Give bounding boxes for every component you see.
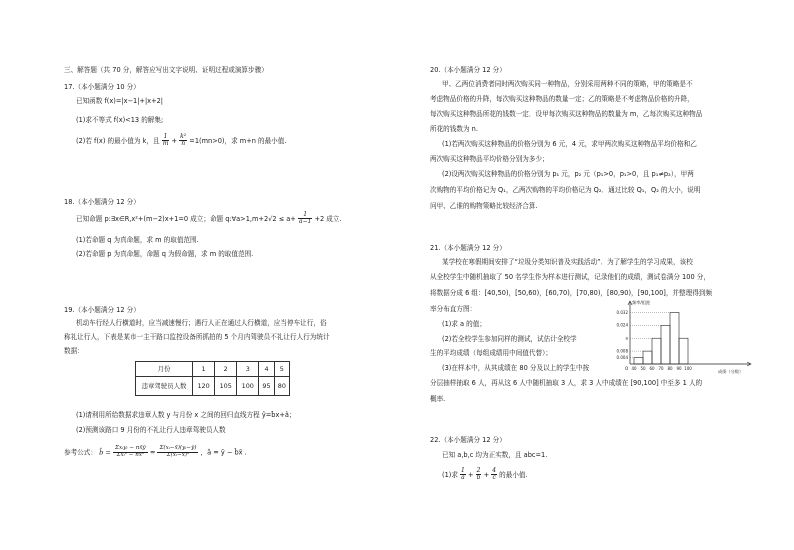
q21-part3c: 概率.	[430, 395, 446, 403]
q21-line4: 率分布直方图：	[430, 305, 477, 313]
q20-part1b: 两次购买这种物品平均价格分别为多少；	[430, 155, 549, 163]
section-header: 三、解答题（共 70 分，解答应写出文字说明、证明过程或演算步骤）	[64, 66, 268, 74]
q22-frac-2-den: b	[476, 474, 481, 482]
q17-part1: (1)求不等式 f(x)<13 的解集;	[76, 116, 164, 124]
q20-title: 20.（本小题满分 12 分）	[430, 66, 506, 74]
q20-line3: 每次购买这种物品所花的钱数一定．设甲每次购买这种物品的数量为 m，乙每次购买这种物品	[430, 110, 703, 118]
q20-part2c: 问甲、乙谁的购物策略比较经济合算.	[430, 202, 538, 210]
q19-count-5: 80	[274, 377, 289, 396]
q18-given-text-b: +2 成立.	[314, 214, 342, 223]
q19-table-row-count	[136, 377, 290, 396]
q19-month-1: 1	[193, 362, 215, 377]
q17-frac-1	[162, 134, 170, 148]
ref-eq: =	[149, 448, 156, 457]
x-tick-label: 90	[676, 366, 682, 371]
q20-line4: 所花的钱数为 n.	[430, 125, 478, 133]
q18-part1: (1)若命题 q 为真命题，求 m 的取值范围.	[76, 236, 199, 244]
y-tick-label: 0.032	[616, 309, 628, 315]
q17-frac-2-num: k²	[180, 133, 187, 140]
q19-table-count-label: 违章驾驶员人数	[136, 377, 193, 396]
q22-frac-2-num: 2	[476, 467, 481, 474]
q22-plus-1: +	[467, 470, 474, 479]
q19-count-3: 100	[237, 377, 259, 396]
frequency-histogram	[600, 298, 760, 380]
q17-frac-2-den: n	[181, 140, 186, 148]
y-tick-label: a	[625, 335, 628, 341]
q19-line2: 称礼让行人，下表是某市一主干路口监控设备所抓拍的 5 个月内驾驶员不礼让行人行为统计	[64, 333, 330, 341]
right-column	[400, 0, 794, 550]
q22-frac-1-den: a	[461, 474, 465, 482]
q21-part2a: (2)若全校学生参加同样的测试，试估计全校学	[442, 335, 577, 343]
q19-month-2: 2	[215, 362, 237, 377]
q17-frac-1-num: 1	[163, 133, 168, 140]
q21-line2: 从全校学生中随机抽取了 50 名学生作为样本进行测试，记录他们的成绩，测试卷满分 100 分，	[430, 273, 710, 281]
x-axis-label: 成绩（分数）	[718, 369, 744, 374]
q21-part3b: 分层抽样抽取 6 人，再从这 6 人中随机抽取 3 人，求 3 人中成绩在 [90,100] 中至多 1 人的	[430, 379, 703, 387]
q19-reference-formula	[64, 446, 247, 459]
q20-part1: (1)若两次购买这种物品的价格分别为 6 元，4 元，求甲两次购买这种物品平均价格和乙	[442, 140, 697, 148]
ref-b: b̂ =	[99, 448, 111, 457]
q19-count-1: 120	[193, 377, 215, 396]
y-tick-label: 0.024	[616, 322, 628, 328]
ref-frac-1-den: Σxᵢ² − nx̄²	[116, 451, 145, 458]
origin-label: O	[625, 366, 629, 371]
q19-month-5: 5	[274, 362, 289, 377]
q18-title: 18.（本小题满分 12 分）	[64, 198, 140, 206]
q18-given	[76, 212, 342, 226]
q17-part2-text-a: (2)若 f(x) 的最小值为 k，且	[76, 136, 160, 145]
q19-month-4: 4	[259, 362, 274, 377]
q21-line3: 将数据分成 6 组：[40,50)，[50,60)，[60,70)，[70,80)，[80,90)，[90,100]，并整理得到频	[430, 289, 712, 297]
x-tick-label: 60	[649, 366, 655, 371]
q21-line1: 某学校在寒假期间安排了“垃圾分类知识普及实践活动”．为了解学生的学习成果，该校	[442, 258, 693, 266]
q22-frac-3	[491, 468, 497, 482]
q22-title: 22.（本小题满分 12 分）	[430, 436, 506, 444]
q21-part3a: (3)在样本中，从其成绩在 80 分及以上的学生中按	[442, 364, 590, 372]
q18-given-text-a: 已知命题 p:∃x∈R,x²+(m−2)x+1=0 成立；命题 q:∀a>1,m+2√2 ≤ a+	[76, 214, 296, 223]
q22-frac-1	[460, 468, 466, 482]
ref-frac-1-num: Σxᵢyᵢ − nx̄ȳ	[115, 445, 146, 451]
q18-frac	[298, 212, 312, 226]
q19-month-3: 3	[237, 362, 259, 377]
q19-data-table	[135, 361, 290, 396]
q19-part2: (2)预测该路口 9 月份的不礼让行人违章驾驶员人数	[76, 426, 226, 434]
q18-frac-den: a−1	[298, 218, 312, 226]
q17-given: 已知函数 f(x)=|x−1|+|x+2|	[76, 97, 164, 105]
q20-line2: 考虑物品价格的升降，每次购买这种物品的数量一定；乙的策略是不考虑物品价格的升降，	[430, 95, 694, 103]
ref-frac-1	[113, 446, 148, 459]
histogram-bar	[661, 325, 670, 364]
q17-frac-2	[179, 134, 187, 148]
ref-frac-2-num: Σ(xᵢ−x̄)(yᵢ−ȳ)	[159, 445, 197, 451]
q19-table-month-label: 月份	[136, 362, 193, 377]
x-tick-label: 100	[684, 366, 692, 371]
y-axis-label: 频率/组距	[632, 300, 651, 305]
ref-label: 参考公式：	[64, 448, 97, 457]
q20-part2: (2)设两次购买这种物品的价格分别为 p₁ 元，p₂ 元（p₁>0，p₁>0，且 p₁≠p₂），甲两	[442, 170, 694, 178]
q22-frac-1-num: 1	[461, 467, 465, 474]
q22-plus-2: +	[483, 470, 490, 479]
y-tick-label: 0.008	[616, 348, 628, 354]
ref-frac-2-den: Σ(xᵢ−x̄)²	[166, 451, 190, 458]
q19-table-row-month	[136, 362, 290, 377]
q22-part1-text-b: 的最小值.	[499, 470, 528, 479]
q19-title: 19.（本小题满分 12 分）	[64, 306, 140, 314]
q21-part2b: 生的平均成绩（每组成绩用中间值代替）；	[430, 349, 552, 357]
histogram-bar	[670, 312, 679, 364]
q19-line3: 数据：	[64, 347, 84, 355]
q22-frac-3-num: 4	[492, 467, 497, 474]
histogram-bar	[643, 351, 652, 364]
q17-plus: +	[171, 136, 178, 145]
x-tick-label: 50	[640, 366, 646, 371]
q22-frac-2	[476, 468, 482, 482]
x-tick-label: 80	[667, 366, 673, 371]
q22-given: 已知 a,b,c 均为正实数，且 abc=1.	[442, 451, 548, 459]
x-tick-label: 40	[631, 366, 637, 371]
q22-frac-3-den: c	[492, 474, 496, 482]
histogram-bar	[679, 338, 688, 364]
q17-frac-1-den: m	[162, 140, 169, 148]
q19-part1: (1)请利用所给数据求违章人数 y 与月份 x 之间的回归直线方程 ŷ=b̂x+â；	[76, 411, 296, 419]
q21-part1: (1)求 a 的值；	[442, 320, 486, 328]
histogram-bar	[634, 358, 643, 364]
q22-part1-text-a: (1)求	[442, 470, 458, 479]
q17-part2-text-b: =1(mn>0)，求 m+n 的最小值.	[189, 136, 287, 145]
q19-count-4: 95	[259, 377, 274, 396]
y-tick-label: 0.004	[616, 354, 628, 360]
q18-frac-num: 1	[298, 212, 312, 219]
q18-part2: (2)若命题 p 为真命题，命题 q 为假命题，求 m 的取值范围.	[76, 250, 254, 258]
q17-part2	[76, 134, 286, 148]
q21-title: 21.（本小题满分 12 分）	[430, 244, 506, 252]
q22-part1	[442, 468, 528, 482]
q17-title: 17.（本小题满分 10 分）	[64, 83, 140, 91]
ref-a: ，â = ȳ − b̂x̄ .	[200, 448, 247, 457]
histogram-bar	[652, 338, 661, 364]
x-tick-label: 70	[658, 366, 664, 371]
q20-part2b: 次购物的平均价格记为 Q₁，乙两次购物的平均价格记为 Q₂．通过比较 Q₁，Q₂ 的大小，说明	[430, 186, 701, 194]
ref-frac-2	[157, 446, 198, 459]
q20-line1: 甲、乙两位消费者同时两次购买同一种物品，分别采用两种不同的策略，甲的策略是不	[442, 80, 693, 88]
q19-count-2: 105	[215, 377, 237, 396]
q19-line1: 机动车行经人行横道时，应当减速慢行；遇行人正在通过人行横道，应当停车让行，俗	[76, 319, 327, 327]
